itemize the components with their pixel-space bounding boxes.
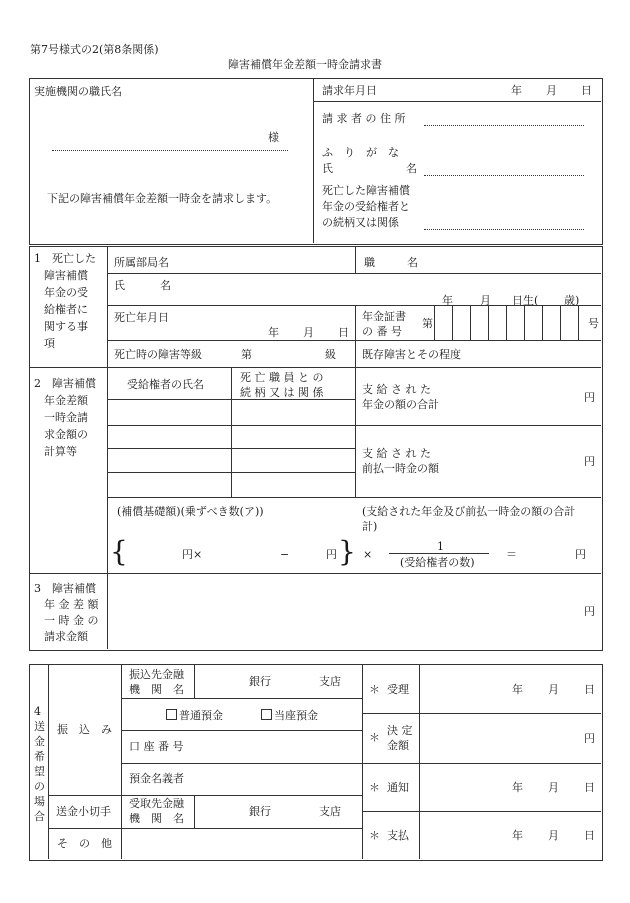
paid-day: 日 bbox=[584, 829, 595, 842]
notified-year: 年 bbox=[512, 781, 523, 794]
formula-yen: 円 bbox=[326, 548, 337, 561]
grade-kyu: 級 bbox=[325, 348, 336, 361]
relation-label-3: の続柄又は関係 bbox=[322, 216, 399, 229]
current-deposit-option[interactable] bbox=[261, 709, 318, 721]
formula-result-yen: 円 bbox=[575, 548, 586, 561]
recv-bank-label-2: 機 関 名 bbox=[129, 812, 184, 825]
lump-sum-label-1: 支 給 さ れ た bbox=[362, 447, 431, 460]
pension-total-yen: 円 bbox=[584, 391, 595, 404]
recv-branch-suffix: 支店 bbox=[319, 805, 341, 818]
branch-suffix: 支店 bbox=[319, 675, 341, 688]
death-date-label: 死亡年月日 bbox=[114, 311, 169, 324]
relation-header-1: 死 亡 職 員 と の bbox=[240, 371, 324, 384]
account-number-label: 口 座 番 号 bbox=[129, 740, 184, 753]
transfer-label: 振 込 み bbox=[57, 723, 112, 736]
agency-head-label: 実施機関の職氏名 bbox=[34, 85, 122, 98]
name-label-1: 氏 bbox=[322, 162, 333, 175]
s1-label-4: 給権者に bbox=[44, 303, 88, 316]
cert-label-2: の 番 号 bbox=[362, 325, 402, 338]
recipient-name-header: 受給権者の氏名 bbox=[127, 378, 204, 391]
formula-right-label-2: 計) bbox=[362, 520, 378, 533]
paid-year: 年 bbox=[512, 829, 523, 842]
birth-month: 月 bbox=[480, 294, 491, 307]
grade-label: 死亡時の障害等級 bbox=[114, 348, 202, 361]
pension-total-label-1: 支 給 さ れ た bbox=[362, 383, 431, 396]
s2-label-5: 計算等 bbox=[44, 445, 77, 458]
existing-disability-label: 既存障害とその程度 bbox=[362, 348, 461, 361]
request-year: 年 bbox=[511, 84, 522, 97]
s1-label-3: 年金の受 bbox=[44, 286, 88, 299]
birth-year: 年 bbox=[442, 294, 453, 307]
s1-label-6: 項 bbox=[44, 337, 55, 350]
s2-label-1: 2 障害補償 bbox=[34, 377, 96, 390]
birth-day: 日生( bbox=[512, 294, 539, 307]
brace-left: { bbox=[110, 535, 128, 568]
notified-star: ＊ bbox=[369, 781, 380, 794]
recv-bank-label-1: 受取先金融 bbox=[129, 797, 184, 810]
paid-month: 月 bbox=[548, 829, 559, 842]
decided-label-2: 金額 bbox=[387, 739, 409, 752]
s2-label-4: 求金額の bbox=[44, 428, 88, 441]
s1-label-1: 1 死亡した bbox=[34, 252, 96, 265]
decided-label-1: 決 定 bbox=[387, 724, 413, 737]
received-year: 年 bbox=[512, 683, 523, 696]
request-day: 日 bbox=[581, 84, 592, 97]
cert-label-1: 年金証書 bbox=[362, 310, 406, 323]
ordinary-deposit-label: 普通預金 bbox=[179, 709, 223, 722]
received-month: 月 bbox=[548, 683, 559, 696]
s3-label-2: 年 金 差 額 bbox=[44, 598, 99, 611]
bank-label-1: 振込先金融 bbox=[129, 668, 184, 681]
s4-char-6: 場 bbox=[34, 795, 45, 808]
request-statement: 下記の障害補償年金差額一時金を請求します。 bbox=[47, 192, 278, 205]
s4-number: 4 bbox=[34, 705, 41, 718]
s2-label-2: 年金差額 bbox=[44, 394, 88, 407]
bank-suffix: 銀行 bbox=[249, 675, 271, 688]
request-month: 月 bbox=[546, 84, 557, 97]
ordinary-deposit-option[interactable] bbox=[166, 709, 223, 721]
cert-go: 号 bbox=[588, 317, 599, 330]
notified-day: 日 bbox=[584, 781, 595, 794]
s3-label-1: 3 障害補償 bbox=[34, 582, 96, 595]
age-label: 歳) bbox=[564, 294, 580, 307]
name-line bbox=[424, 175, 584, 176]
account-name-label: 預金名義者 bbox=[129, 772, 184, 785]
name-label-2: 名 bbox=[406, 162, 417, 175]
formula-times: × bbox=[363, 548, 373, 561]
formula-equals: ＝ bbox=[506, 548, 517, 561]
pension-total-label-2: 年金の額の合計 bbox=[362, 398, 439, 411]
current-deposit-checkbox[interactable] bbox=[261, 709, 272, 720]
formula-minus: − bbox=[280, 548, 290, 561]
furigana-label: ふ り が な bbox=[322, 146, 399, 159]
check-label: 送金小切手 bbox=[56, 805, 111, 818]
relation-label-1: 死亡した障害補償 bbox=[322, 184, 410, 197]
ordinary-deposit-checkbox[interactable] bbox=[166, 709, 177, 720]
paid-star: ＊ bbox=[369, 829, 380, 842]
bank-label-2: 機 関 名 bbox=[129, 683, 184, 696]
job-label-1: 職 bbox=[364, 256, 375, 269]
brace-right: } bbox=[338, 535, 356, 568]
s4-char-7: 合 bbox=[34, 810, 45, 823]
address-label: 請 求 者 の 住 所 bbox=[322, 112, 406, 125]
s3-label-4: 請求金額 bbox=[44, 630, 88, 643]
decided-star: ＊ bbox=[369, 731, 380, 744]
s4-char-4: 望 bbox=[34, 765, 45, 778]
recv-bank-suffix: 銀行 bbox=[249, 805, 271, 818]
cert-dai: 第 bbox=[422, 317, 433, 330]
s4-char-3: 希 bbox=[34, 750, 45, 763]
relation-label-2: 年金の受給権者と bbox=[322, 200, 410, 213]
grade-dai: 第 bbox=[241, 348, 252, 361]
received-label: 受理 bbox=[387, 683, 409, 696]
formula-right-label-1: (支給された年金及び前払一時金の額の合計 bbox=[362, 505, 576, 518]
s3-label-3: 一 時 金 の bbox=[44, 614, 99, 627]
s1-label-5: 関する事 bbox=[44, 320, 88, 333]
deceased-name-label-2: 名 bbox=[160, 279, 171, 292]
lump-sum-yen: 円 bbox=[584, 455, 595, 468]
fraction-numerator: 1 bbox=[437, 540, 444, 553]
formula-yen-times: 円× bbox=[182, 548, 203, 561]
other-label: そ の 他 bbox=[57, 837, 112, 850]
top-block bbox=[29, 78, 603, 245]
received-day: 日 bbox=[584, 683, 595, 696]
current-deposit-label: 当座預金 bbox=[274, 709, 318, 722]
notified-month: 月 bbox=[548, 781, 559, 794]
job-label-2: 名 bbox=[407, 256, 418, 269]
fraction-denominator: (受給権者の数) bbox=[400, 556, 475, 569]
s4-char-1: 送 bbox=[34, 720, 45, 733]
form-number: 第7号様式の2(第8条関係) bbox=[30, 43, 159, 56]
dept-label: 所属部局名 bbox=[114, 256, 169, 269]
relation-header-2: 続 柄 又 は 関 係 bbox=[240, 386, 324, 399]
notified-label: 通知 bbox=[387, 781, 409, 794]
relation-line bbox=[424, 229, 584, 230]
form-title: 障害補償年金差額一時金請求書 bbox=[228, 58, 382, 71]
honorific: 様 bbox=[268, 131, 279, 144]
fraction-bar bbox=[389, 553, 489, 554]
s2-label-3: 一時金請 bbox=[44, 411, 88, 424]
death-day: 日 bbox=[338, 326, 349, 339]
s4-char-2: 金 bbox=[34, 735, 45, 748]
paid-label: 支払 bbox=[387, 829, 409, 842]
s1-label-2: 障害補償 bbox=[44, 269, 88, 282]
lump-sum-label-2: 前払一時金の額 bbox=[362, 462, 439, 475]
received-star: ＊ bbox=[369, 683, 380, 696]
death-year: 年 bbox=[268, 326, 279, 339]
deceased-name-label-1: 氏 bbox=[114, 279, 125, 292]
address-line bbox=[424, 125, 584, 126]
decided-yen: 円 bbox=[584, 732, 595, 745]
s4-char-5: の bbox=[34, 780, 45, 793]
formula-left-label: (補償基礎額)(乗ずべき数(ア)) bbox=[117, 505, 264, 518]
agency-head-line bbox=[52, 150, 288, 151]
death-month: 月 bbox=[303, 326, 314, 339]
request-date-label: 請求年月日 bbox=[322, 84, 377, 97]
claim-amount-yen: 円 bbox=[584, 605, 595, 618]
